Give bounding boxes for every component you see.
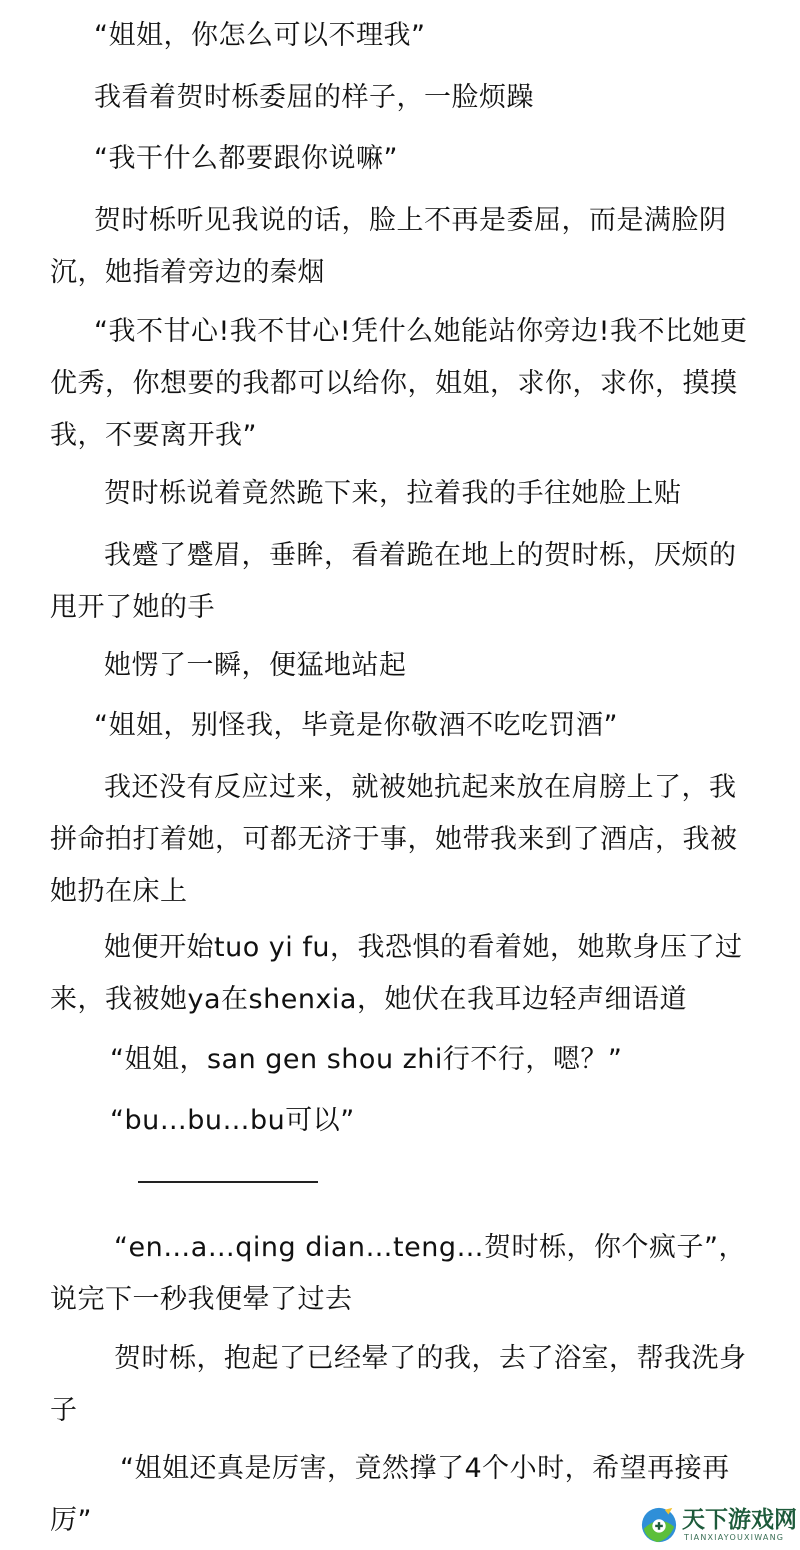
paragraph-13: “bu…bu…bu可以”: [110, 1105, 355, 1136]
watermark-subtitle: TIANXIAYOUXIWANG: [684, 1533, 785, 1542]
paragraph-10: 我还没有反应过来，就被她抗起来放在肩膀上了，我拼命拍打着她，可都无济于事，她带我来到了酒店，我被她扔在床上: [50, 772, 738, 907]
paragraph-12: “姐姐，san gen shou zhi行不行，嗯？”: [110, 1044, 623, 1075]
paragraph-1: “姐姐，你怎么可以不理我”: [94, 20, 426, 51]
site-logo-icon: [640, 1506, 678, 1544]
paragraph-11: 她便开始tuo yi fu，我恐惧的看着她，她欺身压了过来，我被她ya在shenxia，她伏在我耳边轻声细语道: [50, 932, 743, 1015]
watermark-title: 天下游戏网: [682, 1507, 797, 1533]
paragraph-14: “en…a…qing dian…teng…贺时栎，你个疯子”，说完下一秒我便晕了过去: [50, 1232, 746, 1315]
paragraph-9: “姐姐，别怪我，毕竟是你敬酒不吃吃罚酒”: [94, 710, 618, 741]
paragraph-15: 贺时栎，抱起了已经晕了的我，去了浴室，帮我洗身子: [50, 1343, 747, 1426]
paragraph-4: 贺时栎听见我说的话，脸上不再是委屈，而是满脸阴沉，她指着旁边的秦烟: [50, 205, 727, 288]
paragraph-3: “我干什么都要跟你说嘛”: [94, 143, 398, 174]
paragraph-6: 贺时栎说着竟然跪下来，拉着我的手往她脸上贴: [104, 478, 682, 509]
paragraph-5: “我不甘心!我不甘心!凭什么她能站你旁边!我不比她更优秀，你想要的我都可以给你，姐姐，求你，求你，摸摸我，不要离开我”: [50, 316, 748, 451]
paragraph-2: 我看着贺时栎委屈的样子，一脸烦躁: [94, 82, 534, 113]
section-divider: [138, 1181, 318, 1183]
paragraph-16: “姐姐还真是厉害，竟然撑了4个小时，希望再接再厉”: [50, 1453, 730, 1536]
site-watermark: [636, 1500, 800, 1550]
paragraph-7: 我蹙了蹙眉，垂眸，看着跪在地上的贺时栎，厌烦的甩开了她的手: [50, 540, 737, 623]
paragraph-8: 她愣了一瞬，便猛地站起: [104, 650, 407, 681]
